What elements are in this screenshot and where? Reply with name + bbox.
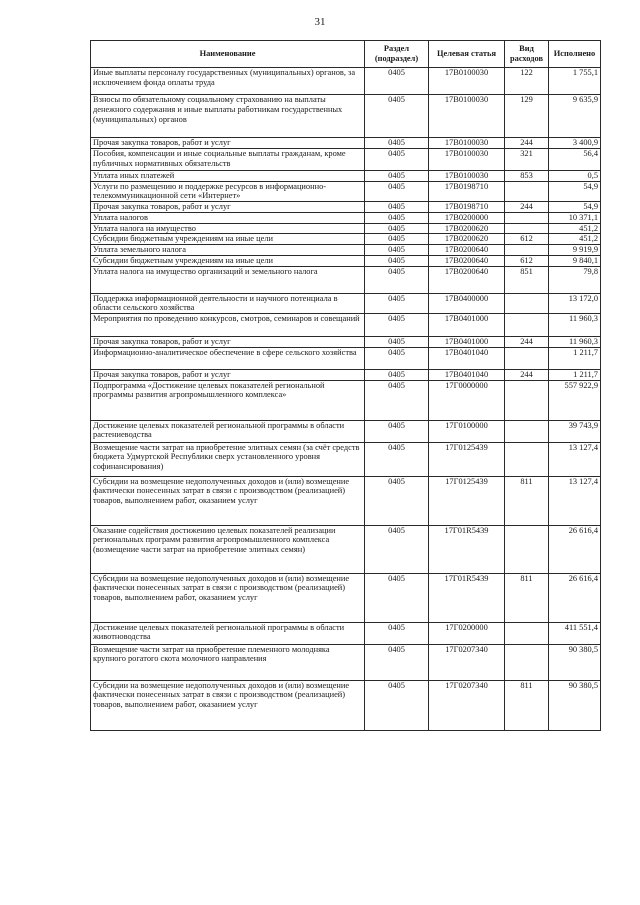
table-row [91, 337, 601, 348]
cell-name: Прочая закупка товаров, работ и услуг [91, 369, 365, 380]
cell-section: 0405 [365, 202, 429, 213]
cell-article: 17Г0100000 [429, 420, 505, 442]
table-row [91, 255, 601, 266]
cell-name: Субсидии на возмещение недополученных доходов и (или) возмещение фактически понесенных затрат в связи с производством (реализацией) товаров, выполнением работ, оказанием услуг [91, 573, 365, 622]
cell-done: 9 635,9 [549, 95, 601, 138]
cell-done: 54,9 [549, 202, 601, 213]
expenditure-table [90, 40, 601, 731]
cell-article: 17В0198710 [429, 181, 505, 202]
table-row [91, 644, 601, 680]
cell-name: Уплата налога на имущество [91, 223, 365, 234]
cell-section: 0405 [365, 266, 429, 293]
cell-done: 451,2 [549, 223, 601, 234]
cell-done: 3 400,9 [549, 138, 601, 149]
cell-name: Услуги по размещению и поддержке ресурсов в информационно-телекоммуникационной сети «Интернет» [91, 181, 365, 202]
cell-name: Уплата налога на имущество организаций и земельного налога [91, 266, 365, 293]
cell-name: Мероприятия по проведению конкурсов, смотров, семинаров и совещаний [91, 314, 365, 337]
cell-article: 17Г0207340 [429, 644, 505, 680]
cell-section: 0405 [365, 245, 429, 256]
cell-section: 0405 [365, 293, 429, 314]
cell-kind: 853 [505, 170, 549, 181]
cell-kind: 122 [505, 68, 549, 95]
cell-name: Достижение целевых показателей региональной программы в области животноводства [91, 622, 365, 644]
cell-kind [505, 314, 549, 337]
cell-done: 39 743,9 [549, 420, 601, 442]
cell-name: Прочая закупка товаров, работ и услуг [91, 337, 365, 348]
cell-kind: 612 [505, 234, 549, 245]
table-row [91, 347, 601, 369]
cell-article: 17В0400000 [429, 293, 505, 314]
cell-done: 90 380,5 [549, 680, 601, 730]
header-kind: Вид расходов [505, 41, 549, 68]
cell-kind: 244 [505, 202, 549, 213]
cell-section: 0405 [365, 380, 429, 420]
cell-done: 90 380,5 [549, 644, 601, 680]
cell-article: 17В0401000 [429, 337, 505, 348]
table-row [91, 680, 601, 730]
cell-section: 0405 [365, 212, 429, 223]
cell-name: Взносы по обязательному социальному страхованию на выплаты денежного содержания и иные выплаты работникам государственных (муниципальных) органов [91, 95, 365, 138]
table-row [91, 314, 601, 337]
cell-kind: 244 [505, 138, 549, 149]
cell-name: Достижение целевых показателей региональной программы в области растениеводства [91, 420, 365, 442]
cell-done: 1 211,7 [549, 369, 601, 380]
cell-name: Прочая закупка товаров, работ и услуг [91, 202, 365, 213]
cell-name: Уплата налогов [91, 212, 365, 223]
cell-article: 17Г0000000 [429, 380, 505, 420]
cell-article: 17В0200640 [429, 255, 505, 266]
cell-done: 1 755,1 [549, 68, 601, 95]
table-row [91, 234, 601, 245]
header-name: Наименование [91, 41, 365, 68]
cell-kind [505, 347, 549, 369]
cell-name: Информационно-аналитическое обеспечение в сфере сельского хозяйства [91, 347, 365, 369]
page-number: 31 [314, 16, 326, 28]
cell-article: 17Г01R5439 [429, 525, 505, 573]
cell-name: Оказание содействия достижению целевых показателей реализации региональных программ развития агропромышленного комплекса (возмещение части затрат на приобретение элитных семян) [91, 525, 365, 573]
cell-kind: 244 [505, 337, 549, 348]
cell-done: 10 371,1 [549, 212, 601, 223]
cell-section: 0405 [365, 68, 429, 95]
table-row [91, 68, 601, 95]
cell-kind [505, 525, 549, 573]
cell-article: 17В0200640 [429, 245, 505, 256]
table-row [91, 223, 601, 234]
cell-done: 9 919,9 [549, 245, 601, 256]
cell-done: 54,9 [549, 181, 601, 202]
cell-name: Субсидии бюджетным учреждениям на иные цели [91, 255, 365, 266]
cell-section: 0405 [365, 148, 429, 170]
cell-kind [505, 223, 549, 234]
cell-name: Возмещение части затрат на приобретение племенного молодняка крупного рогатого скота молочного направления [91, 644, 365, 680]
cell-done: 411 551,4 [549, 622, 601, 644]
cell-done: 13 127,4 [549, 476, 601, 525]
cell-name: Пособия, компенсации и иные социальные выплаты гражданам, кроме публичных нормативных обязательств [91, 148, 365, 170]
cell-article: 17В0200000 [429, 212, 505, 223]
table-row [91, 245, 601, 256]
cell-name: Подпрограмма «Достижение целевых показателей региональной программы развития агропромышленного комплекса» [91, 380, 365, 420]
table-row [91, 170, 601, 181]
cell-article: 17В0100030 [429, 138, 505, 149]
cell-done: 11 960,3 [549, 314, 601, 337]
cell-done: 451,2 [549, 234, 601, 245]
cell-kind: 811 [505, 573, 549, 622]
cell-section: 0405 [365, 223, 429, 234]
cell-kind: 244 [505, 369, 549, 380]
cell-section: 0405 [365, 95, 429, 138]
cell-article: 17В0100030 [429, 68, 505, 95]
table-row [91, 476, 601, 525]
table-row [91, 573, 601, 622]
cell-name: Поддержка информационной деятельности и научного потенциала в области сельского хозяйства [91, 293, 365, 314]
cell-kind [505, 622, 549, 644]
cell-article: 17Г0200000 [429, 622, 505, 644]
cell-section: 0405 [365, 170, 429, 181]
cell-article: 17Г0125439 [429, 476, 505, 525]
cell-done: 11 960,3 [549, 337, 601, 348]
cell-kind: 612 [505, 255, 549, 266]
cell-section: 0405 [365, 234, 429, 245]
cell-article: 17В0200620 [429, 223, 505, 234]
cell-article: 17В0200640 [429, 266, 505, 293]
cell-kind [505, 293, 549, 314]
cell-name: Прочая закупка товаров, работ и услуг [91, 138, 365, 149]
cell-kind [505, 245, 549, 256]
header-article: Целевая статья [429, 41, 505, 68]
cell-section: 0405 [365, 337, 429, 348]
table-row [91, 266, 601, 293]
cell-kind [505, 420, 549, 442]
cell-name: Возмещение части затрат на приобретение элитных семян (за счёт средств бюджета Удмуртской Республики сверх установленного уровня софинансирования) [91, 442, 365, 476]
cell-kind [505, 442, 549, 476]
cell-article: 17В0401040 [429, 347, 505, 369]
table-row [91, 293, 601, 314]
table-row [91, 442, 601, 476]
cell-done: 557 922,9 [549, 380, 601, 420]
table-row [91, 148, 601, 170]
cell-section: 0405 [365, 347, 429, 369]
cell-done: 0,5 [549, 170, 601, 181]
table-row [91, 202, 601, 213]
table-row [91, 95, 601, 138]
cell-kind [505, 212, 549, 223]
cell-section: 0405 [365, 476, 429, 525]
cell-section: 0405 [365, 573, 429, 622]
cell-done: 79,8 [549, 266, 601, 293]
cell-article: 17В0198710 [429, 202, 505, 213]
cell-name: Иные выплаты персоналу государственных (муниципальных) органов, за исключением фонда оплаты труда [91, 68, 365, 95]
cell-done: 26 616,4 [549, 525, 601, 573]
table-row [91, 420, 601, 442]
cell-article: 17В0200620 [429, 234, 505, 245]
cell-name: Уплата земельного налога [91, 245, 365, 256]
cell-name: Субсидии на возмещение недополученных доходов и (или) возмещение фактически понесенных затрат в связи с производством (реализацией) товаров, выполнением работ, оказанием услуг [91, 680, 365, 730]
cell-article: 17В0100030 [429, 148, 505, 170]
cell-kind: 129 [505, 95, 549, 138]
cell-section: 0405 [365, 181, 429, 202]
cell-section: 0405 [365, 255, 429, 266]
cell-kind: 851 [505, 266, 549, 293]
cell-name: Уплата иных платежей [91, 170, 365, 181]
cell-article: 17В0401000 [429, 314, 505, 337]
cell-done: 56,4 [549, 148, 601, 170]
table-row [91, 622, 601, 644]
cell-kind [505, 380, 549, 420]
cell-done: 26 616,4 [549, 573, 601, 622]
table-row [91, 380, 601, 420]
cell-done: 9 840,1 [549, 255, 601, 266]
cell-article: 17Г0125439 [429, 442, 505, 476]
cell-section: 0405 [365, 369, 429, 380]
cell-done: 13 172,0 [549, 293, 601, 314]
cell-section: 0405 [365, 622, 429, 644]
cell-done: 1 211,7 [549, 347, 601, 369]
table-row [91, 138, 601, 149]
cell-kind: 321 [505, 148, 549, 170]
cell-section: 0405 [365, 525, 429, 573]
cell-kind [505, 181, 549, 202]
cell-kind [505, 644, 549, 680]
table-row [91, 369, 601, 380]
cell-section: 0405 [365, 680, 429, 730]
cell-article: 17В0100030 [429, 170, 505, 181]
table-row [91, 212, 601, 223]
table-row [91, 181, 601, 202]
cell-article: 17Г01R5439 [429, 573, 505, 622]
table-row [91, 525, 601, 573]
cell-section: 0405 [365, 420, 429, 442]
cell-article: 17Г0207340 [429, 680, 505, 730]
cell-kind: 811 [505, 680, 549, 730]
cell-article: 17В0100030 [429, 95, 505, 138]
cell-section: 0405 [365, 138, 429, 149]
cell-article: 17В0401040 [429, 369, 505, 380]
cell-name: Субсидии бюджетным учреждениям на иные цели [91, 234, 365, 245]
header-done: Исполнено [549, 41, 601, 68]
cell-name: Субсидии на возмещение недополученных доходов и (или) возмещение фактически понесенных затрат в связи с производством (реализацией) товаров, выполнением работ, оказанием услуг [91, 476, 365, 525]
cell-kind: 811 [505, 476, 549, 525]
header-section: Раздел (подраздел) [365, 41, 429, 68]
cell-section: 0405 [365, 644, 429, 680]
cell-section: 0405 [365, 314, 429, 337]
table-header-row [91, 41, 601, 68]
cell-done: 13 127,4 [549, 442, 601, 476]
cell-section: 0405 [365, 442, 429, 476]
